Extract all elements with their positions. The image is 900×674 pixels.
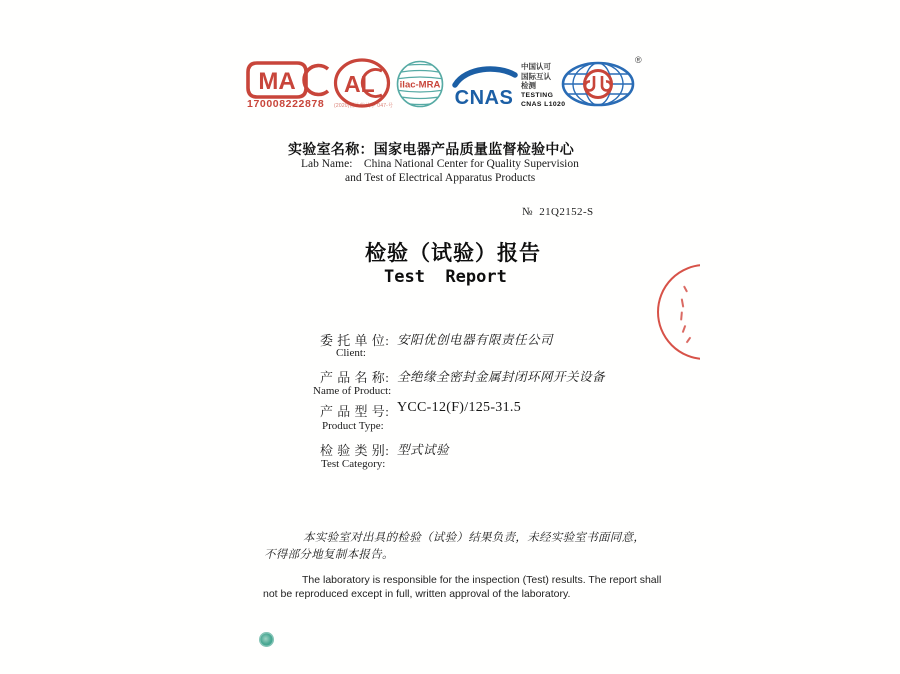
field-label-test-category-en: Test Category: (321, 458, 386, 470)
report-title-en: Test Report (384, 267, 507, 287)
registered-trademark-symbol: ® (635, 55, 642, 65)
accreditation-line-3: 检测 (521, 81, 536, 90)
stamp-arc (657, 264, 700, 360)
svg-text:AL: AL (344, 71, 375, 97)
report-title-zh: 检验（试验）报告 (365, 241, 541, 265)
lab-name-en-line1 (301, 158, 579, 170)
cnas-label: CNAS (454, 87, 514, 109)
cnas-logo-icon (450, 62, 520, 110)
field-label-product-type-zh: 产 品 型 号: (320, 404, 390, 419)
field-value-product-name: 全绝缘全密封金属封闭环网开关设备 (397, 370, 606, 384)
lab-name-en-text: China National Center for Quality Supervision (363, 158, 579, 170)
disclaimer-en-line1: The laboratory is responsible for the inspection (Test) results. The report shall (302, 574, 662, 586)
lab-name-zh: 实验室名称：国家电器产品质量监督检验中心 (288, 142, 574, 158)
field-label-product-type-en: Product Type: (322, 420, 384, 432)
field-label-product-name-en: Name of Product: (313, 385, 392, 397)
disclaimer-en-line2: not be reproduced except in full, written approval of the laboratory. (263, 588, 571, 600)
field-value-client: 安阳优创电器有限责任公司 (397, 333, 554, 347)
svg-text:MA: MA (258, 68, 296, 95)
lab-name-en-line2: and Test of Electrical Apparatus Products (345, 172, 536, 184)
accreditation-line-4: TESTING (521, 91, 554, 99)
field-label-client-en: Client: (336, 347, 366, 359)
accreditation-line-1: 中国认可 (521, 62, 551, 71)
field-label-test-category-zh: 检 验 类 别: (320, 443, 390, 458)
field-value-product-type: YCC-12(F)/125-31.5 (397, 400, 522, 415)
mini-teal-seal-icon (259, 632, 274, 647)
field-value-test-category: 型式试验 (397, 443, 450, 457)
cal-logo-icon (333, 57, 391, 109)
ilac-mra-label: ilac-MRA (399, 79, 441, 91)
accreditation-line-2: 国际互认 (521, 71, 551, 81)
lab-name-en-label: Lab Name: (301, 158, 353, 170)
disclaimer-zh-line2: 不得部分地复制本报告。 (264, 549, 394, 561)
accreditation-line-5: CNAS L1020 (521, 100, 566, 108)
report-number: № 21Q2152-S (522, 206, 594, 218)
accreditation-text-block (521, 62, 565, 109)
cma-logo-icon (246, 60, 332, 100)
machinery-globe-logo-icon (560, 60, 638, 108)
cma-cert-note: (2020)国认监认字 047-号 (334, 103, 394, 109)
ilac-mra-logo-icon (396, 60, 444, 108)
field-label-client-zh: 委 托 单 位: (320, 333, 390, 348)
field-label-product-name-zh: 产 品 名 称: (320, 370, 390, 385)
cma-certificate-number: 170008222878 (247, 98, 325, 110)
official-red-stamp (652, 258, 700, 366)
disclaimer-zh-line1: 本实验室对出具的检验（试验）结果负责，未经实验室书面同意， (303, 532, 646, 544)
